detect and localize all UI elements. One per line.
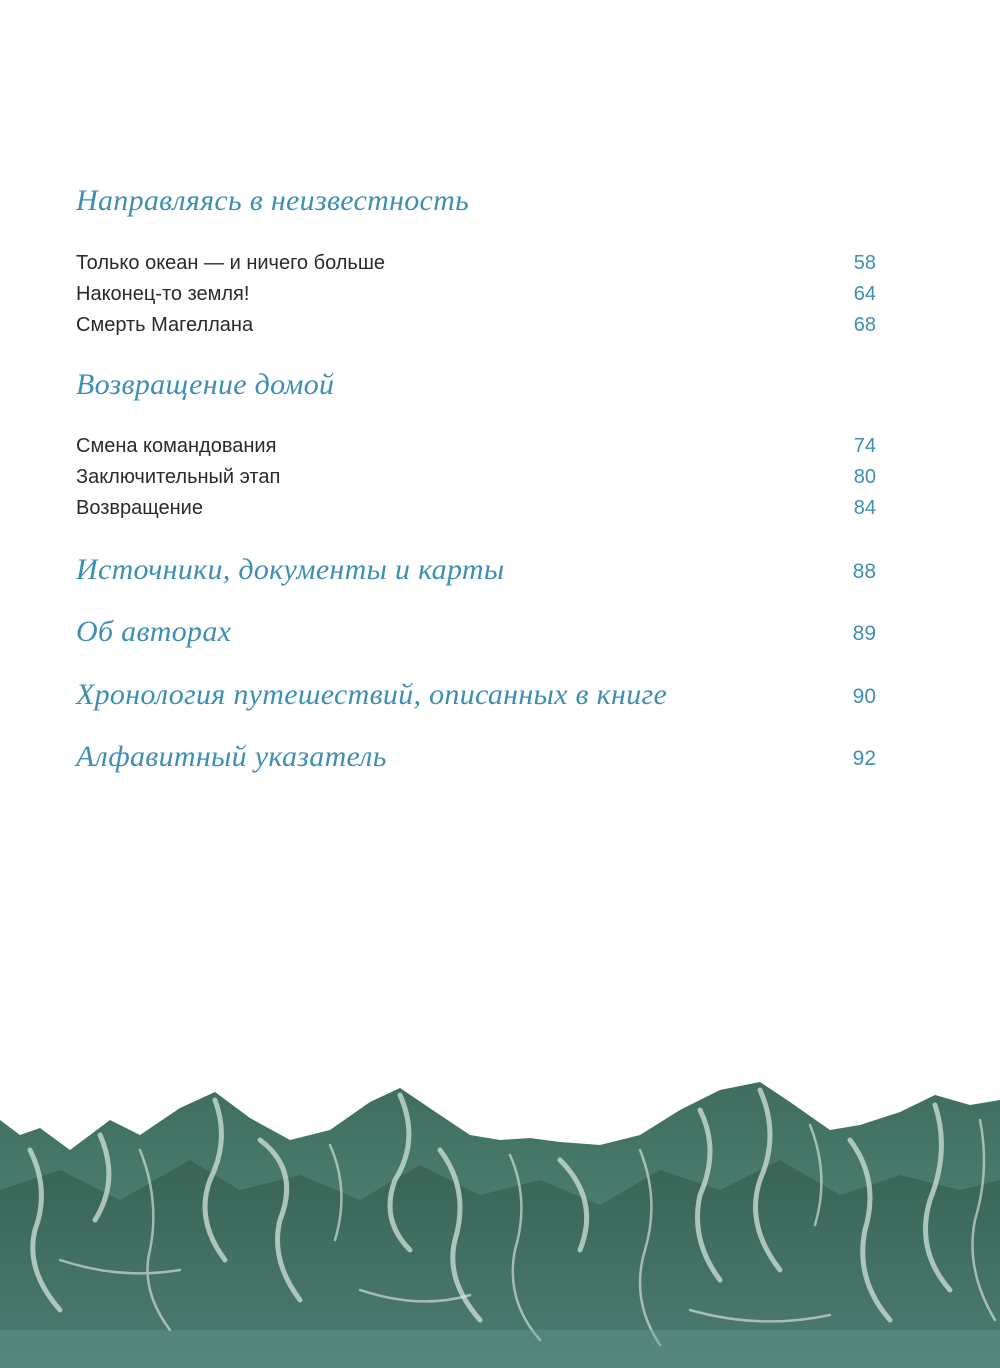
toc-entry-page[interactable]: 74 <box>853 435 876 457</box>
appendix-heading-authors[interactable]: Об авторах <box>76 615 232 648</box>
toc-entry-page[interactable]: 68 <box>853 314 876 336</box>
toc-entry-label[interactable]: Смерть Магеллана <box>76 314 254 336</box>
appendix-page[interactable]: 89 <box>852 622 876 645</box>
appendix-page[interactable]: 90 <box>852 685 876 708</box>
toc-entry-label[interactable]: Только океан — и ничего больше <box>76 252 386 274</box>
section-heading-unknown: Направляясь в неизвестность <box>76 184 470 217</box>
toc-entry-label[interactable]: Возвращение <box>76 497 203 519</box>
appendix-heading-index[interactable]: Алфавитный указатель <box>76 740 387 773</box>
appendix-heading-chronology[interactable]: Хронология путешествий, описанных в книге <box>76 678 668 711</box>
toc-entry-label[interactable]: Смена командования <box>76 435 277 457</box>
toc-entry-page[interactable]: 80 <box>853 466 876 488</box>
appendix-page[interactable]: 92 <box>852 747 876 770</box>
toc-entry-label[interactable]: Заключительный этап <box>76 466 281 488</box>
toc-entry-label[interactable]: Наконец-то земля! <box>76 283 250 305</box>
appendix-heading-sources[interactable]: Источники, документы и карты <box>76 553 505 586</box>
section-heading-return: Возвращение домой <box>76 368 335 401</box>
appendix-page[interactable]: 88 <box>852 560 876 583</box>
mountain-range-illustration <box>0 1080 1000 1368</box>
toc-entry-page[interactable]: 64 <box>853 283 876 305</box>
toc-entry-page[interactable]: 84 <box>853 497 876 519</box>
toc-entry-page[interactable]: 58 <box>853 252 876 274</box>
